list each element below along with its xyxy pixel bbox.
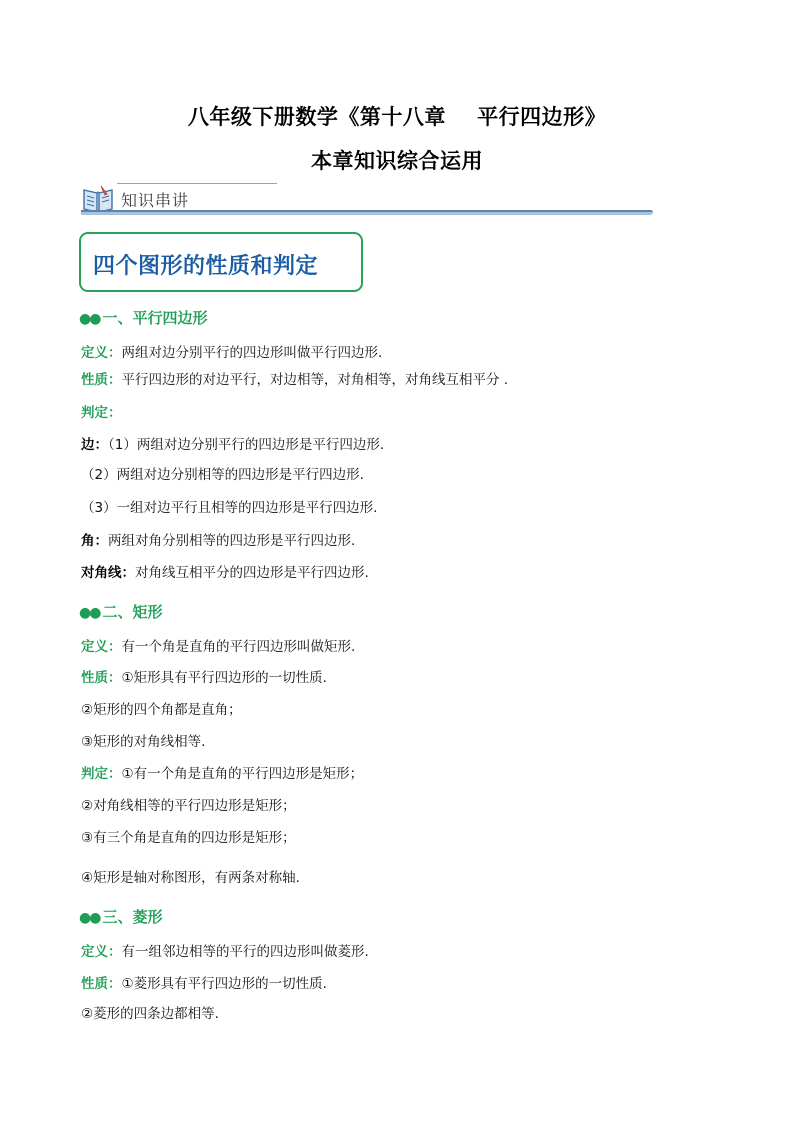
parallelogram-side-rule-2: （2）两组对边分别相等的四边形是平行四边形. [81, 467, 364, 483]
bullet-dots-icon: ●● [79, 311, 100, 327]
rectangle-property-3: ③矩形的对角线相等. [81, 734, 206, 750]
rhombus-property-2: ②菱形的四条边都相等. [81, 1006, 219, 1022]
heading-parallelogram: ●● 一、平行四边形 [79, 309, 208, 327]
document-title: 八年级下册数学《第十八章 平行四边形》 [187, 104, 607, 129]
document-subtitle: 本章知识综合运用 [311, 148, 483, 173]
rhombus-property-1: 性质：①菱形具有平行四边形的一切性质. [81, 976, 327, 992]
rectangle-judgement-1: 判定：①有一个角是直角的平行四边形是矩形； [81, 766, 364, 782]
rectangle-property-2: ②矩形的四个角都是直角； [81, 702, 242, 718]
section-title: 四个图形的性质和判定 [93, 254, 319, 279]
parallelogram-angle-rule: 角：两组对角分别相等的四边形是平行四边形. [81, 533, 356, 549]
rectangle-judgement-4: ④矩形是轴对称图形，有两条对称轴. [81, 870, 300, 886]
banner-bottom-rule [81, 210, 653, 215]
rhombus-definition: 定义：有一组邻边相等的平行的四边形叫做菱形. [81, 944, 369, 960]
bullet-dots-icon: ●● [79, 605, 100, 621]
bullet-dots-icon: ●● [79, 910, 100, 926]
section-title-box [79, 232, 363, 292]
parallelogram-diagonal-rule: 对角线：对角线互相平分的四边形是平行四边形. [81, 565, 369, 581]
parallelogram-side-rule-3: （3）一组对边平行且相等的四边形是平行四边形. [81, 500, 378, 516]
rectangle-judgement-3: ③有三个角是直角的四边形是矩形； [81, 830, 296, 846]
rectangle-property-1: 性质：①矩形具有平行四边形的一切性质. [81, 670, 327, 686]
heading-rectangle: ●● 二、矩形 [79, 603, 163, 621]
rectangle-judgement-2: ②对角线相等的平行四边形是矩形； [81, 798, 296, 814]
heading-rhombus: ●● 三、菱形 [79, 908, 163, 926]
banner-top-rule [117, 183, 277, 184]
banner-label: 知识串讲 [121, 191, 190, 210]
parallelogram-definition: 定义：两组对边分别平行的四边形叫做平行四边形. [81, 345, 383, 361]
parallelogram-side-rule-1: 边：（1）两组对边分别平行的四边形是平行四边形. [81, 437, 385, 453]
parallelogram-judgement-label: 判定： [81, 405, 122, 421]
parallelogram-property: 性质：平行四边形的对边平行，对边相等，对角相等，对角线互相平分 . [81, 372, 509, 388]
rectangle-definition: 定义：有一个角是直角的平行四边形叫做矩形. [81, 639, 356, 655]
knowledge-banner [81, 180, 653, 218]
